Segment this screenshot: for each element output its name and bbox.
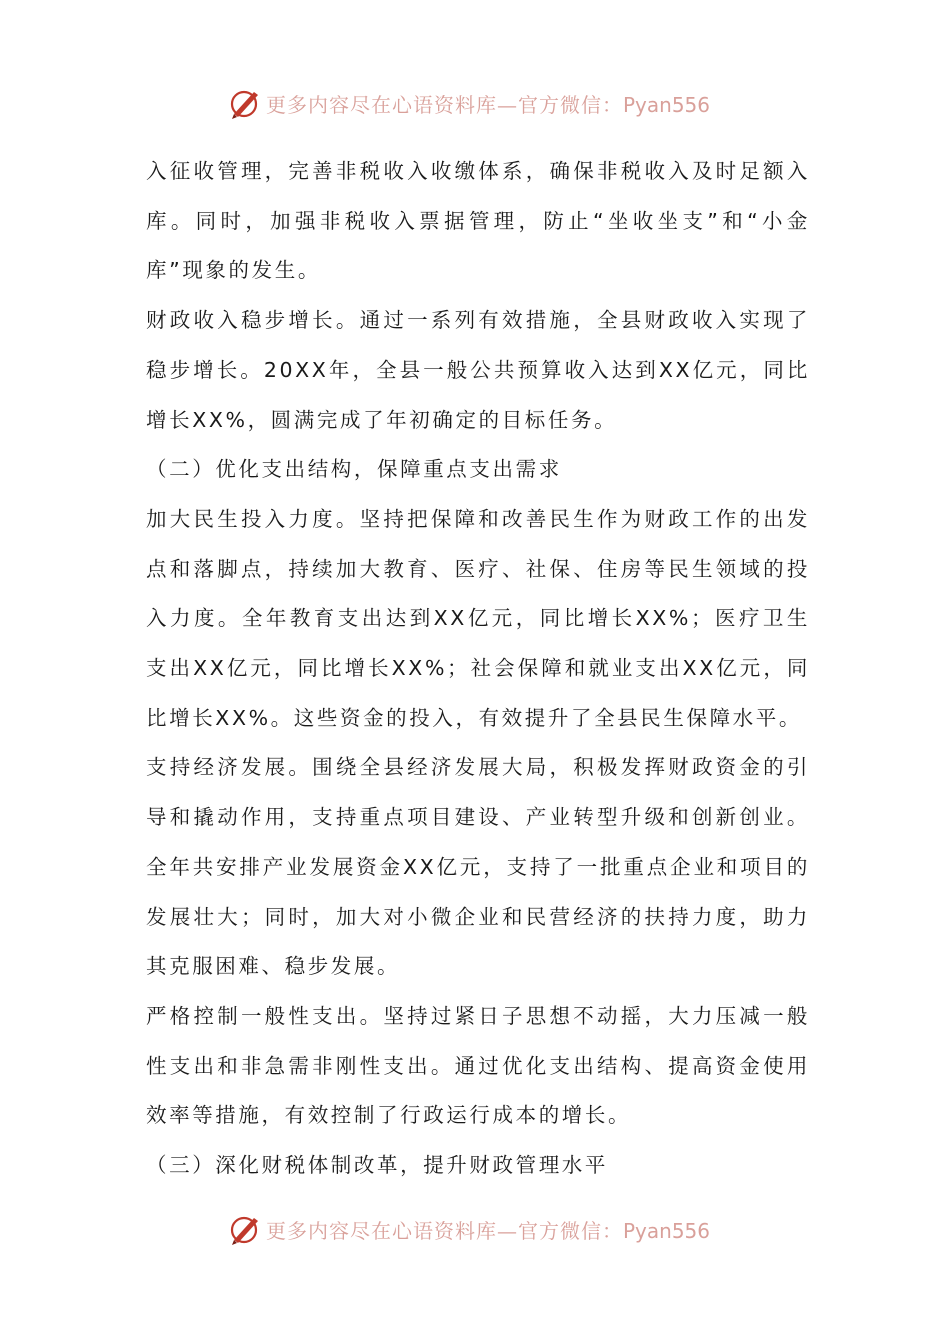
watermark-text: 更多内容尽在心语资料库—官方微信： bbox=[266, 92, 623, 117]
watermark-wechat-id: Pyan556 bbox=[623, 92, 711, 117]
section-heading: （二）优化支出结构，保障重点支出需求 bbox=[146, 457, 562, 482]
header-watermark bbox=[228, 86, 748, 120]
pen-logo-icon bbox=[228, 1212, 262, 1246]
paragraph: 支持经济发展。围绕全县经济发展大局，积极发挥财政资金的引导和撬动作用，支持重点项目建设、产业转型升级和创新创业。全年共安排产业发展资金XX亿元，支持了一批重点企业和项目的发展壮大；同时，加大对小微企业和民营经济的扶持力度，助力其克服困难、稳步发展。 bbox=[146, 755, 810, 979]
footer-watermark bbox=[228, 1212, 748, 1246]
watermark-wechat-id: Pyan556 bbox=[623, 1218, 711, 1243]
pen-logo-icon bbox=[228, 86, 262, 120]
watermark-text: 更多内容尽在心语资料库—官方微信： bbox=[266, 1218, 623, 1243]
paragraph: 财政收入稳步增长。通过一系列有效措施，全县财政收入实现了稳步增长。20XX年，全县一般公共预算收入达到XX亿元，同比增长XX%，圆满完成了年初确定的目标任务。 bbox=[146, 308, 810, 432]
paragraph: 入征收管理，完善非税收入收缴体系，确保非税收入及时足额入库。同时，加强非税收入票据管理，防止“坐收坐支”和“小金库”现象的发生。 bbox=[146, 159, 810, 283]
section-heading: （三）深化财税体制改革，提升财政管理水平 bbox=[146, 1153, 608, 1178]
paragraph: 加大民生投入力度。坚持把保障和改善民生作为财政工作的出发点和落脚点，持续加大教育、医疗、社保、住房等民生领域的投入力度。全年教育支出达到XX亿元，同比增长XX%；医疗卫生支出XX亿元，同比增长XX%；社会保障和就业支出XX亿元，同比增长XX%。这些资金的投入，有效提升了全县民生保障水平。 bbox=[146, 506, 810, 730]
document-body bbox=[146, 147, 810, 1191]
paragraph: 严格控制一般性支出。坚持过紧日子思想不动摇，大力压减一般性支出和非急需非刚性支出。通过优化支出结构、提高资金使用效率等措施，有效控制了行政运行成本的增长。 bbox=[146, 1003, 810, 1128]
